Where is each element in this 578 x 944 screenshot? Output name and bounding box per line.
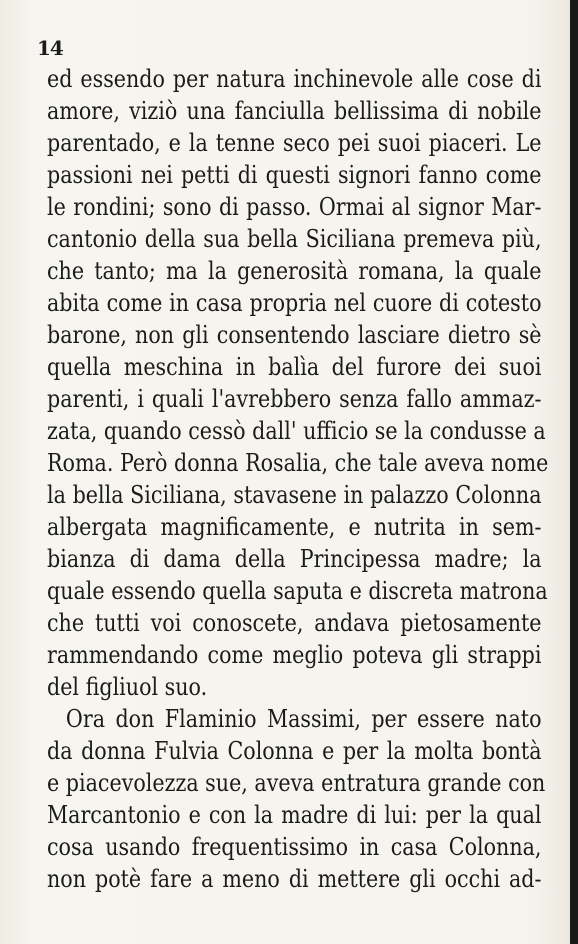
paragraph-end-line: del figliuol suo. bbox=[47, 673, 208, 701]
text-line: Marcantonio e con la madre di lui: per la qual bbox=[47, 801, 542, 829]
text-line: ed essendo per natura inchinevole alle cose di bbox=[47, 65, 542, 93]
page-edge-shadow bbox=[570, 0, 578, 944]
text-line: passioni nei petti di questi signori fanno come bbox=[47, 161, 542, 189]
text-line: quale essendo quella saputa e discreta matrona bbox=[47, 577, 548, 605]
text-line: che tutti voi conoscete, andava pietosamente bbox=[47, 609, 542, 637]
text-line: barone, non gli consentendo lasciare dietro sè bbox=[47, 321, 542, 349]
text-line: amore, viziò una fanciulla bellissima di nobile bbox=[47, 97, 542, 125]
body-text bbox=[47, 63, 549, 895]
text-line: parentado, e la tenne seco pei suoi piaceri. Le bbox=[47, 129, 542, 157]
text-line: albergata magnificamente, e nutrita in sem- bbox=[47, 513, 542, 541]
text-line: la bella Siciliana, stavasene in palazzo Colonna bbox=[47, 481, 542, 509]
text-line: cosa usando frequentissimo in casa Colonna, bbox=[47, 833, 542, 861]
paragraph-start-line: Ora don Flaminio Massimi, per essere nato bbox=[65, 705, 542, 733]
text-line: le rondini; sono di passo. Ormai al signor Mar- bbox=[47, 193, 542, 221]
text-line: Roma. Però donna Rosalia, che tale aveva nome bbox=[47, 449, 549, 477]
text-line: zata, quando cessò dall' ufficio se la condusse a bbox=[47, 417, 546, 445]
text-line: cantonio della sua bella Siciliana premeva più, bbox=[47, 225, 542, 253]
text-line: quella meschina in balìa del furore dei suoi bbox=[47, 353, 542, 381]
text-line: che tanto; ma la generosità romana, la quale bbox=[47, 257, 542, 285]
text-line: da donna Fulvia Colonna e per la molta bontà bbox=[47, 737, 542, 765]
text-line: parenti, i quali l'avrebbero senza fallo ammaz- bbox=[47, 385, 542, 413]
text-line: rammendando come meglio poteva gli strappi bbox=[47, 641, 542, 669]
text-line: e piacevolezza sue, aveva entratura grande con bbox=[47, 769, 546, 797]
text-line: non potè fare a meno di mettere gli occhi ad- bbox=[47, 865, 542, 893]
page-number: 14 bbox=[37, 36, 63, 60]
text-line: abita come in casa propria nel cuore di cotesto bbox=[47, 289, 542, 317]
text-line: bianza di dama della Principessa madre; la bbox=[47, 545, 542, 573]
